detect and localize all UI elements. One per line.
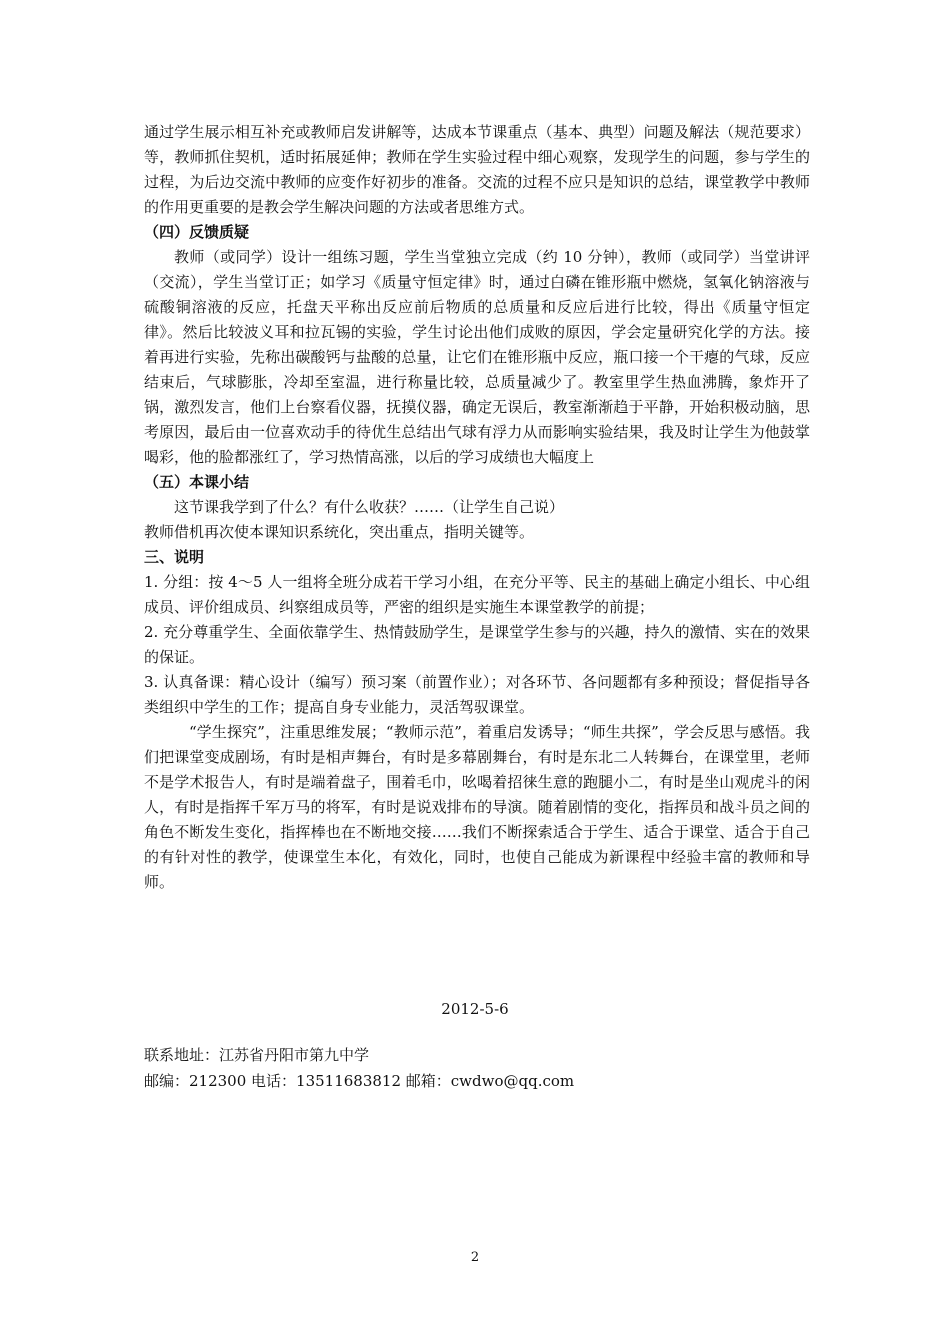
contact-info [144,1042,574,1094]
paragraph-grouping: 1. 分组：按 4～5 人一组将全班分成若干学习小组，在充分平等、民主的基础上确定小组长、中心组成员、评价组成员、纠察组成员等，严密的组织是实施生本课堂教学的前提； [144,573,810,616]
paragraph-classroom-theater: “学生探究”，注重思维发展；“教师示范”，着重启发诱导；“师生共探”，学会反思与感悟。我们把课堂变成剧场，有时是相声舞台，有时是多幕剧舞台，有时是东北二人转舞台，在课堂里，老师不是学术报告人，有时是端着盘子，围着毛巾，吆喝着招徕生意的跑腿小二，有时是坐山观虎斗的闲人，有时是指挥千军万马的将军，有时是说戏排布的导演。随着剧情的变化，指挥员和战斗员之间的角色不断发生变化，指挥棒也在不断地交接……我们不断探索适合于学生、适合于课堂、适合于自己的有针对性的教学，使课堂生本化，有效化，同时，也使自己能成为新课程中经验丰富的教师和导师。 [144,723,810,891]
page-number: 2 [470,1250,480,1265]
paragraph-respect: 2. 充分尊重学生、全面依靠学生、热情鼓励学生，是课堂学生参与的兴趣，持久的激情、实在的效果的保证。 [144,623,810,666]
heading-feedback: （四）反馈质疑 [144,223,250,241]
paragraph-summary-question: 这节课我学到了什么？有什么收获？……（让学生自己说） [174,498,565,516]
heading-summary: （五）本课小结 [144,473,250,491]
heading-explanation: 三、说明 [144,548,205,566]
paragraph-feedback: 教师（或同学）设计一组练习题，学生当堂独立完成（约 10 分钟），教师（或同学）当堂讲评（交流），学生当堂订正；如学习《质量守恒定律》时，通过白磷在锥形瓶中燃烧，氢氧化钠溶液与硫酸铜溶液的反应，托盘天平称出反应前后物质的总质量和反应后进行比较，得出《质量守恒定律》。然后比较波义耳和拉瓦锡的实验，学生讨论出他们成败的原因，学会定量研究化学的方法。接着再进行实验，先称出碳酸钙与盐酸的总量，让它们在锥形瓶中反应，瓶口接一个干瘪的气球，反应结束后，气球膨胀，冷却至室温，进行称量比较，总质量减少了。教室里学生热血沸腾，象炸开了锅，激烈发言，他们上台察看仪器，抚摸仪器，确定无误后，教室渐渐趋于平静，开始积极动脑，思考原因，最后由一位喜欢动手的待优生总结出气球有浮力从而影响实验结果，我及时让学生为他鼓掌喝彩，他的脸都涨红了，学习热情高涨，以后的学习成绩也大幅度上 [144,248,810,466]
contact-details: 邮编：212300 电话：13511683812 邮箱：cwdwo@qq.com [144,1072,575,1090]
contact-address: 联系地址：江苏省丹阳市第九中学 [144,1046,370,1064]
paragraph-summary-teacher: 教师借机再次使本课知识系统化，突出重点，指明关键等。 [144,523,535,541]
document-body [144,120,810,895]
paragraph-exchange-summary: 通过学生展示相互补充或教师启发讲解等，达成本节课重点（基本、典型）问题及解法（规范要求）等，教师抓住契机，适时拓展延伸；教师在学生实验过程中细心观察，发现学生的问题，参与学生的过程，为后边交流中教师的应变作好初步的准备。交流的过程不应只是知识的总结，课堂教学中教师的作用更重要的是教会学生解决问题的方法或者思维方式。 [144,123,810,216]
paragraph-preparation: 3. 认真备课：精心设计（编写）预习案（前置作业）；对各环节、各问题都有多种预设；督促指导各类组织中学生的工作；提高自身专业能力，灵活驾驭课堂。 [144,673,810,716]
document-date: 2012-5-6 [441,1000,509,1018]
